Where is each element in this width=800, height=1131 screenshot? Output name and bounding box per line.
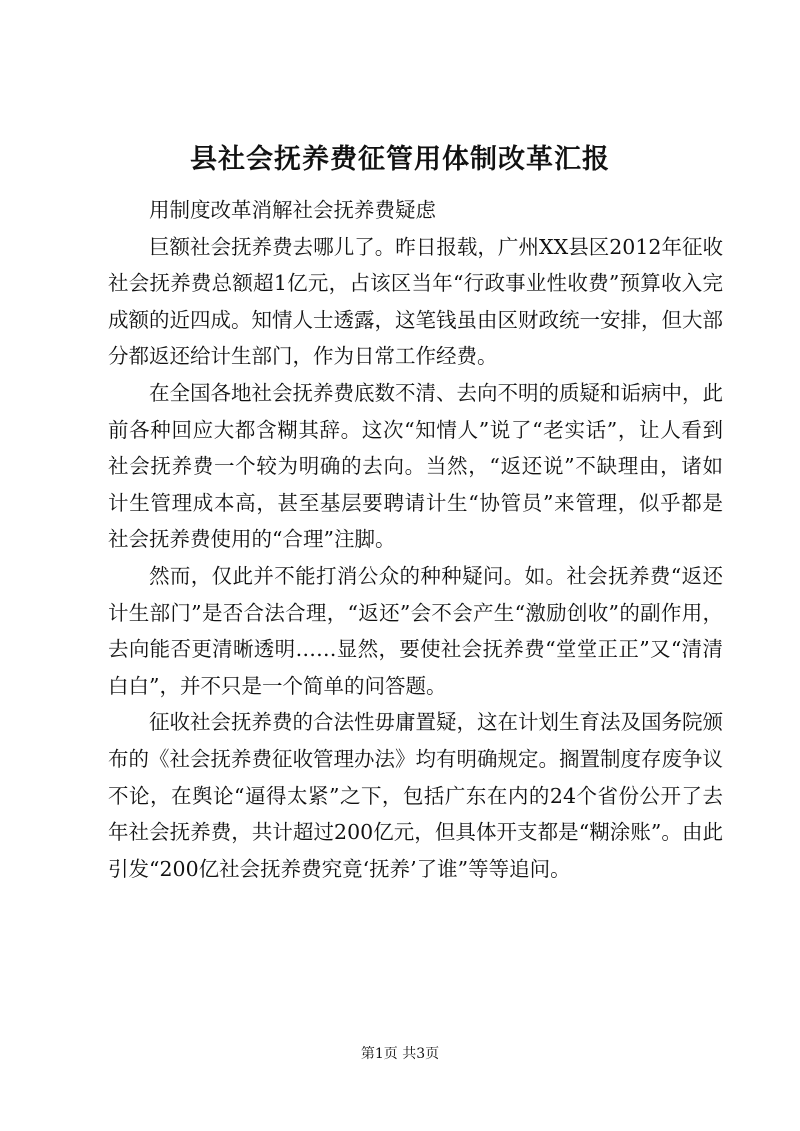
document-body (108, 192, 723, 887)
page-footer: 第1页 共3页 (360, 1046, 440, 1062)
paragraph: 在全国各地社会抚养费底数不清、去向不明的质疑和诟病中，此前各种回应大都含糊其辞。这次“知情人”说了“老实话”，让人看到社会抚养费一个较为明确的去向。当然，“返还说”不缺理由，诸如计生管理成本高，甚至基层要聘请计生“协管员”来管理，似乎都是社会抚养费使用的“合理”注脚。 (108, 380, 723, 552)
paragraph: 然而，仅此并不能打消公众的种种疑问。如。社会抚养费“返还计生部门”是否合法合理，“返还”会不会产生“激励创收”的副作用，去向能否更清晰透明……显然，要使社会抚养费“堂堂正正”又“清清白白”，并不只是一个简单的问答题。 (108, 563, 723, 698)
paragraph-subtitle: 用制度改革消解社会抚养费疑虑 (149, 198, 436, 222)
document-title: 县社会抚养费征管用体制改革汇报 (190, 144, 610, 175)
paragraph: 征收社会抚养费的合法性毋庸置疑，这在计划生育法及国务院颁布的《社会抚养费征收管理办法》均有明确规定。搁置制度存废争议不论，在舆论“逼得太紧”之下，包括广东在内的24个省份公开了去年社会抚养费，共计超过200亿元，但具体开支都是“糊涂账”。由此引发“200亿社会抚养费究竟‘抚养’了谁”等等追问。 (108, 710, 723, 881)
paragraph: 巨额社会抚养费去哪儿了。昨日报载，广州XX县区2012年征收社会抚养费总额超1亿元，占该区当年“行政事业性收费”预算收入完成额的近四成。知情人士透露，这笔钱虽由区财政统一安排，但大部分都返还给计生部门，作为日常工作经费。 (108, 234, 723, 369)
